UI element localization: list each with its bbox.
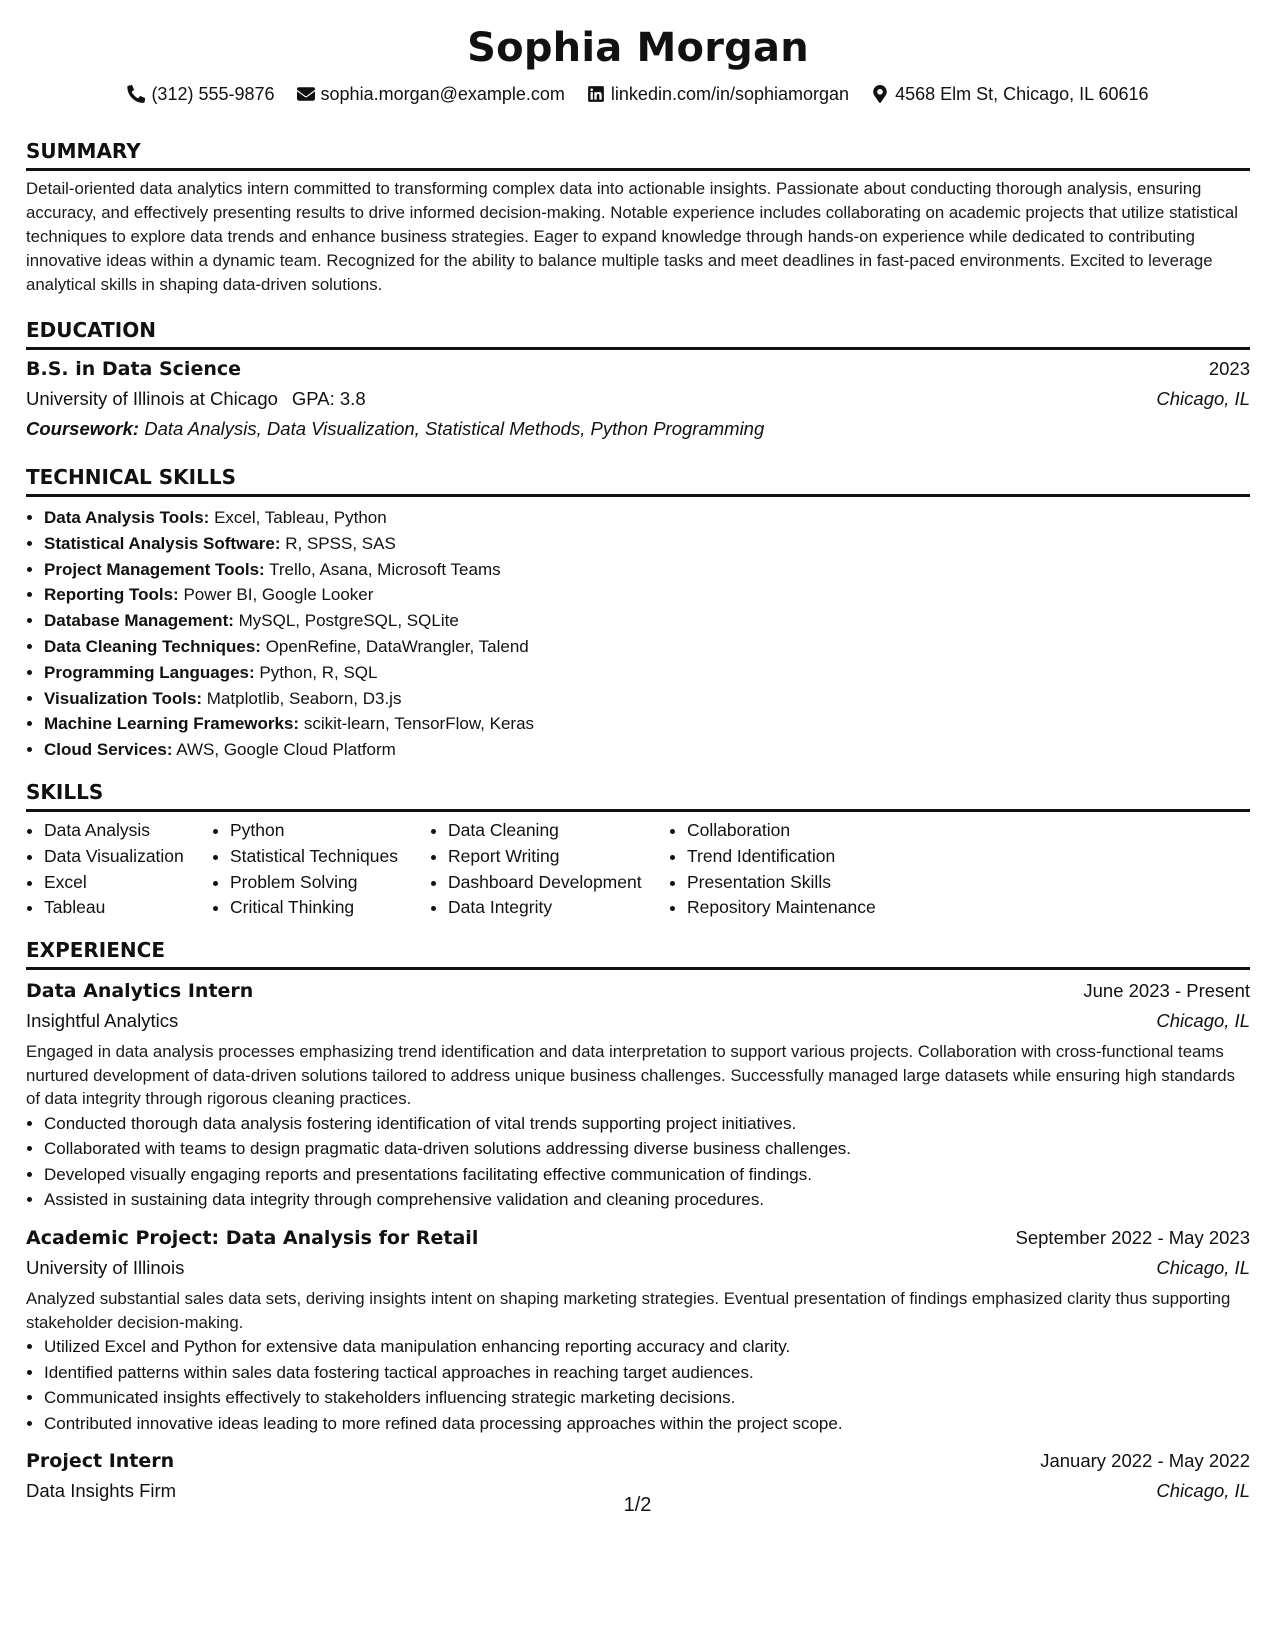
job-title: Project Intern	[26, 1450, 175, 1473]
skill-category: Statistical Analysis Software:	[44, 533, 281, 553]
job-title: Data Analytics Intern	[26, 980, 254, 1003]
list-item: • Communicated insights effectively to stakeholders influencing strategic marketing decisions.	[44, 1385, 1250, 1411]
list-item	[44, 531, 1250, 557]
contact-bar	[26, 82, 1250, 106]
skill-values: Power BI, Google Looker	[183, 585, 374, 605]
skill-category: Visualization Tools:	[44, 688, 203, 708]
company-name: University of Illinois	[26, 1257, 185, 1279]
job-bullets	[26, 1334, 1250, 1436]
contact-linkedin[interactable]	[587, 82, 849, 106]
skill-values: Excel, Tableau, Python	[214, 508, 387, 527]
gpa: GPA: 3.8	[291, 388, 366, 409]
skill-values: Python, R, SQL	[259, 662, 378, 682]
technical-skills-list	[26, 505, 1250, 763]
skills-column	[26, 818, 212, 921]
list-item	[44, 582, 1250, 608]
summary-text: Detail-oriented data analytics intern committed to transforming complex data into actionable insights. Passionate about conducting thorough analysis, ensuring accuracy, and effectively presenting results to drive informed decision-making. Notable experience includes collaborating on academic projects that utilize statistical techniques to explore data trends and enhance business strategies. Eager to expand knowledge through hands-on experience while dedicated to contributing innovative ideas within a dynamic team. Recognized for the ability to balance multiple tasks and meet deadlines in fast-paced environments. Excited to leverage analytical skills in shaping data-driven solutions.	[26, 179, 1238, 294]
list-item	[44, 608, 1250, 634]
skill-category: Cloud Services:	[44, 740, 173, 760]
skills-column	[212, 818, 430, 921]
job-bullets	[26, 1111, 1250, 1213]
skill-category: Data Analysis Tools:	[44, 508, 210, 527]
phone-text: (312) 555-9876	[151, 84, 275, 104]
skill-values: OpenRefine, DataWrangler, Talend	[265, 636, 529, 656]
list-item: • Tableau	[44, 895, 212, 921]
job-dates: September 2022 - May 2023	[1015, 1227, 1250, 1249]
job-description: Analyzed substantial sales data sets, deriving insights intent on shaping marketing strategies. Eventual presentation of findings emphasized clarity thus supporting stakeholder decision-making.	[26, 1289, 1231, 1332]
skills-column	[669, 818, 927, 921]
list-item: • Repository Maintenance	[687, 895, 927, 921]
job-location: Chicago, IL	[1156, 1257, 1250, 1279]
school-line	[26, 384, 366, 414]
list-item: • Dashboard Development	[448, 870, 669, 896]
summary-section	[26, 138, 1250, 297]
degree: B.S. in Data Science	[26, 358, 242, 380]
job-description: Engaged in data analysis processes emphasizing trend identification and data interpretation to support various projects. Collaboration with cross-functional teams nurtured development of data-driven solutions tailored to address unique business challenges. Successfully managed large datasets while ensuring high standards of data integrity through rigorous cleaning practices.	[26, 1042, 1235, 1109]
company-name: Insightful Analytics	[26, 1010, 179, 1032]
list-item: • Conducted thorough data analysis fostering identification of vital trends supporting project initiatives.	[44, 1111, 1250, 1137]
list-item	[44, 634, 1250, 660]
list-item	[44, 660, 1250, 686]
phone-icon	[127, 85, 145, 103]
list-item: • Trend Identification	[687, 844, 927, 870]
list-item: • Problem Solving	[230, 870, 430, 896]
list-item	[44, 737, 1250, 763]
school-location: Chicago, IL	[1156, 388, 1250, 409]
linkedin-text: linkedin.com/in/sophiamorgan	[610, 84, 850, 104]
skill-category: Machine Learning Frameworks:	[44, 714, 300, 734]
list-item: • Assisted in sustaining data integrity through comprehensive validation and cleaning procedures.	[44, 1187, 1250, 1213]
list-item	[44, 557, 1250, 583]
school-name: University of Illinois at Chicago	[26, 388, 278, 409]
skill-values: Trello, Asana, Microsoft Teams	[269, 559, 501, 579]
list-item	[44, 505, 1250, 531]
list-item: • Python	[230, 818, 430, 844]
skills-heading: SKILLS	[26, 779, 1250, 812]
experience-section	[26, 937, 1250, 1506]
list-item: • Data Integrity	[448, 895, 669, 921]
graduation-year: 2023	[1208, 358, 1250, 379]
technical-skills-heading: TECHNICAL SKILLS	[26, 464, 1250, 497]
list-item: • Data Visualization	[44, 844, 212, 870]
envelope-icon	[297, 85, 315, 103]
list-item: • Utilized Excel and Python for extensive data manipulation enhancing reporting accuracy and clarity.	[44, 1334, 1250, 1360]
experience-heading: EXPERIENCE	[26, 937, 1250, 970]
skill-category: Reporting Tools:	[44, 585, 179, 605]
skill-values: R, SPSS, SAS	[285, 533, 396, 553]
skill-values: MySQL, PostgreSQL, SQLite	[238, 611, 459, 631]
skill-values: Matplotlib, Seaborn, D3.js	[206, 688, 402, 708]
job-location: Chicago, IL	[1156, 1010, 1250, 1032]
list-item: • Critical Thinking	[230, 895, 430, 921]
list-item	[44, 711, 1250, 737]
skill-category: Data Cleaning Techniques:	[44, 636, 261, 656]
skill-category: Programming Languages:	[44, 662, 255, 682]
skills-column	[430, 818, 669, 921]
skill-category: Project Management Tools:	[44, 559, 265, 579]
skills-section	[26, 779, 1250, 921]
technical-skills-section	[26, 464, 1250, 763]
skill-values: AWS, Google Cloud Platform	[176, 740, 396, 760]
page-number: 1/2	[623, 1494, 652, 1516]
skills-grid	[26, 818, 1250, 921]
list-item: • Data Cleaning	[448, 818, 669, 844]
list-item: • Report Writing	[448, 844, 669, 870]
list-item: • Collaboration	[687, 818, 927, 844]
address-text: 4568 Elm St, Chicago, IL 60616	[895, 84, 1149, 104]
list-item: • Developed visually engaging reports and presentations facilitating effective communication of findings.	[44, 1162, 1250, 1188]
coursework-label: Coursework:	[26, 418, 140, 439]
contact-address	[871, 82, 1149, 106]
list-item: • Presentation Skills	[687, 870, 927, 896]
contact-phone[interactable]	[127, 82, 274, 106]
coursework-line	[26, 414, 1250, 444]
company-name: Data Insights Firm	[26, 1480, 177, 1502]
job-dates: January 2022 - May 2022	[1040, 1450, 1250, 1472]
coursework-list: Data Analysis, Data Visualization, Statistical Methods, Python Programming	[144, 418, 765, 439]
list-item: • Data Analysis	[44, 818, 212, 844]
list-item: • Excel	[44, 870, 212, 896]
summary-heading: SUMMARY	[26, 138, 1250, 171]
resume-page	[26, 20, 1250, 1506]
experience-entry	[26, 976, 1250, 1213]
map-pin-icon	[871, 85, 889, 103]
list-item: • Contributed innovative ideas leading to more refined data processing approaches within the project scope.	[44, 1411, 1250, 1437]
experience-entry	[26, 1223, 1250, 1436]
skill-values: scikit-learn, TensorFlow, Keras	[303, 714, 535, 734]
email-text: sophia.morgan@example.com	[320, 84, 565, 104]
education-section	[26, 317, 1250, 444]
contact-email[interactable]	[297, 82, 565, 106]
list-item: • Statistical Techniques	[230, 844, 430, 870]
skill-category: Database Management:	[44, 611, 234, 631]
list-item	[44, 686, 1250, 712]
candidate-name: Sophia Morgan	[467, 25, 809, 71]
education-heading: EDUCATION	[26, 317, 1250, 350]
list-item: • Collaborated with teams to design pragmatic data-driven solutions addressing diverse business challenges.	[44, 1136, 1250, 1162]
job-dates: June 2023 - Present	[1083, 980, 1250, 1002]
job-location: Chicago, IL	[1156, 1480, 1250, 1502]
job-title: Academic Project: Data Analysis for Retail	[26, 1227, 479, 1250]
list-item: • Identified patterns within sales data fostering tactical approaches in reaching target audiences.	[44, 1360, 1250, 1386]
linkedin-icon	[587, 85, 605, 103]
